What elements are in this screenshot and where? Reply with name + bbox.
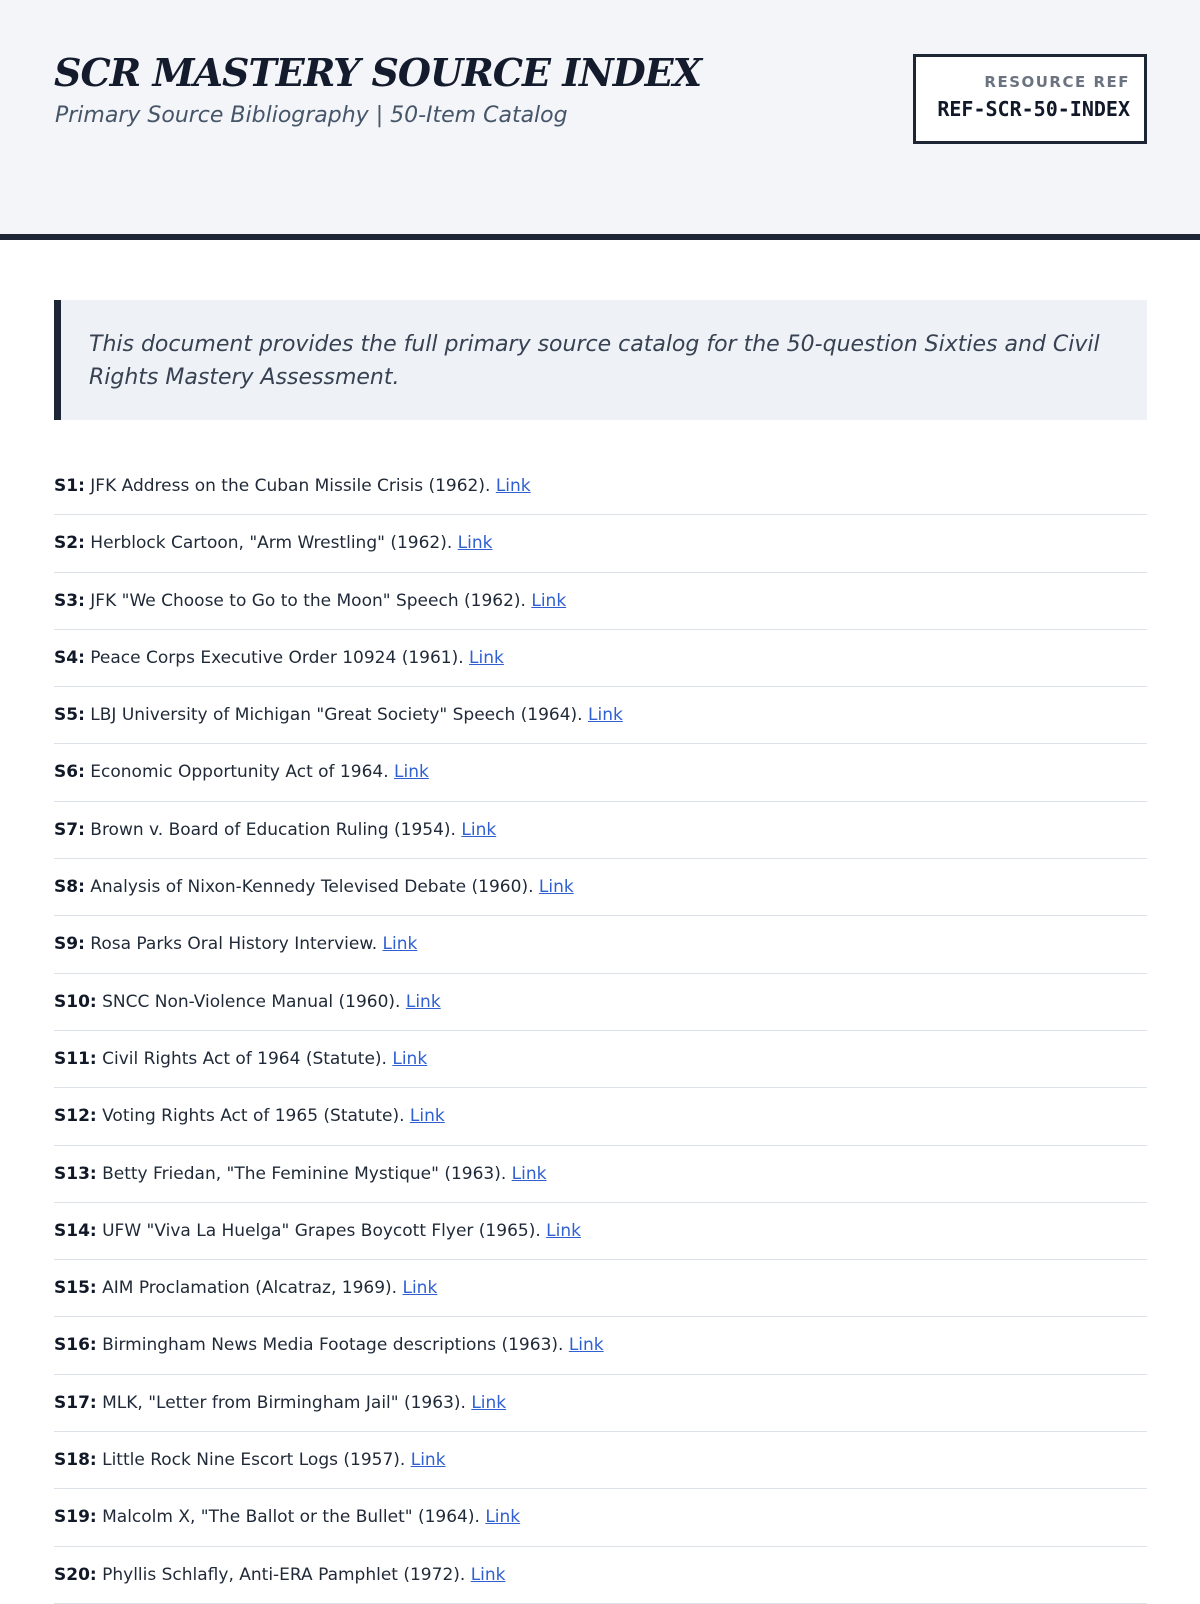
source-link[interactable]: Link (394, 762, 429, 783)
source-citation: AIM Proclamation (Alcatraz, 1969). (102, 1278, 398, 1299)
source-citation: MLK, "Letter from Birmingham Jail" (1963). (102, 1392, 466, 1413)
source-citation: Civil Rights Act of 1964 (Statute). (102, 1048, 387, 1069)
source-item (54, 1031, 1147, 1088)
source-id: S12: (54, 1106, 97, 1127)
source-id: S11: (54, 1048, 97, 1069)
source-link[interactable]: Link (457, 533, 493, 554)
source-item (54, 916, 1147, 973)
source-item (54, 1375, 1147, 1432)
source-item (54, 859, 1147, 916)
source-citation: JFK "We Choose to Go to the Moon" Speech (1962). (90, 590, 526, 611)
source-link[interactable]: Link (588, 705, 623, 726)
source-item (54, 630, 1147, 687)
source-citation: Herblock Cartoon, "Arm Wrestling" (1962). (90, 533, 453, 554)
source-link[interactable]: Link (392, 1048, 428, 1069)
page-header (0, 0, 1200, 240)
source-id: S6: (54, 762, 85, 783)
source-citation: Peace Corps Executive Order 10924 (1961). (90, 647, 464, 668)
page-subtitle: Primary Source Bibliography | 50-Item Catalog (55, 103, 568, 128)
source-citation: Analysis of Nixon-Kennedy Televised Debate (1960). (90, 877, 534, 898)
source-item (54, 1203, 1147, 1260)
source-link[interactable]: Link (470, 1564, 506, 1585)
source-citation: Little Rock Nine Escort Logs (1957). (102, 1450, 406, 1471)
source-link[interactable]: Link (485, 1507, 521, 1528)
source-id: S2: (54, 533, 85, 554)
source-citation: Phyllis Schlafly, Anti-ERA Pamphlet (1972). (102, 1564, 466, 1585)
source-item (54, 1146, 1147, 1203)
source-link[interactable]: Link (410, 1450, 446, 1471)
source-link[interactable]: Link (382, 934, 418, 955)
source-item (54, 1260, 1147, 1317)
source-id: S1: (54, 476, 85, 496)
source-link[interactable]: Link (495, 476, 531, 496)
source-link[interactable]: Link (531, 590, 567, 611)
source-item (54, 458, 1147, 515)
source-id: S17: (54, 1392, 97, 1413)
source-item (54, 1489, 1147, 1546)
source-citation: JFK Address on the Cuban Missile Crisis (1962). (90, 476, 491, 496)
source-id: S5: (54, 705, 85, 726)
source-link[interactable]: Link (405, 991, 441, 1012)
resource-ref-label: RESOURCE REF (984, 73, 1130, 91)
source-list (54, 458, 1147, 1604)
source-citation: Voting Rights Act of 1965 (Statute). (102, 1106, 405, 1127)
source-id: S7: (54, 819, 85, 840)
intro-callout: This document provides the full primary source catalog for the 50-question Sixties and Civil Rights Mastery Assessment. (54, 300, 1147, 420)
source-id: S15: (54, 1278, 97, 1299)
source-link[interactable]: Link (471, 1392, 507, 1413)
source-item (54, 687, 1147, 744)
source-citation: Malcolm X, "The Ballot or the Bullet" (1964). (102, 1507, 480, 1528)
source-id: S14: (54, 1220, 97, 1241)
source-citation: LBJ University of Michigan "Great Society" Speech (1964). (90, 705, 583, 726)
source-id: S18: (54, 1450, 97, 1471)
source-id: S8: (54, 877, 85, 898)
source-item (54, 573, 1147, 630)
source-item (54, 974, 1147, 1031)
source-link[interactable]: Link (546, 1220, 581, 1241)
source-citation: UFW "Viva La Huelga" Grapes Boycott Flyer (1965). (102, 1220, 541, 1241)
source-citation: Rosa Parks Oral History Interview. (90, 934, 378, 955)
source-link[interactable]: Link (409, 1106, 445, 1127)
source-id: S16: (54, 1335, 97, 1356)
source-link[interactable]: Link (568, 1335, 604, 1356)
source-link[interactable]: Link (402, 1278, 438, 1299)
source-link[interactable]: Link (511, 1163, 547, 1184)
source-citation: Economic Opportunity Act of 1964. (90, 762, 389, 783)
source-citation: Birmingham News Media Footage descriptions (1963). (102, 1335, 564, 1356)
resource-ref-box (913, 54, 1147, 144)
source-link[interactable]: Link (469, 647, 504, 668)
source-item (54, 1317, 1147, 1374)
source-id: S4: (54, 647, 85, 668)
source-item (54, 1088, 1147, 1145)
source-item (54, 744, 1147, 801)
source-id: S13: (54, 1163, 97, 1184)
source-id: S9: (54, 934, 85, 955)
source-item (54, 1432, 1147, 1489)
source-citation: Betty Friedan, "The Feminine Mystique" (1963). (102, 1163, 507, 1184)
source-link[interactable]: Link (538, 877, 574, 898)
resource-ref-code: REF-SCR-50-INDEX (937, 97, 1130, 121)
source-item (54, 802, 1147, 859)
source-id: S20: (54, 1564, 97, 1585)
source-item (54, 1547, 1147, 1604)
page-title: SCR MASTERY SOURCE INDEX (54, 50, 702, 95)
source-item (54, 515, 1147, 572)
source-link[interactable]: Link (461, 819, 497, 840)
source-citation: SNCC Non-Violence Manual (1960). (102, 991, 401, 1012)
source-id: S10: (54, 991, 97, 1012)
source-citation: Brown v. Board of Education Ruling (1954). (90, 819, 456, 840)
source-id: S19: (54, 1507, 97, 1528)
source-id: S3: (54, 590, 85, 611)
